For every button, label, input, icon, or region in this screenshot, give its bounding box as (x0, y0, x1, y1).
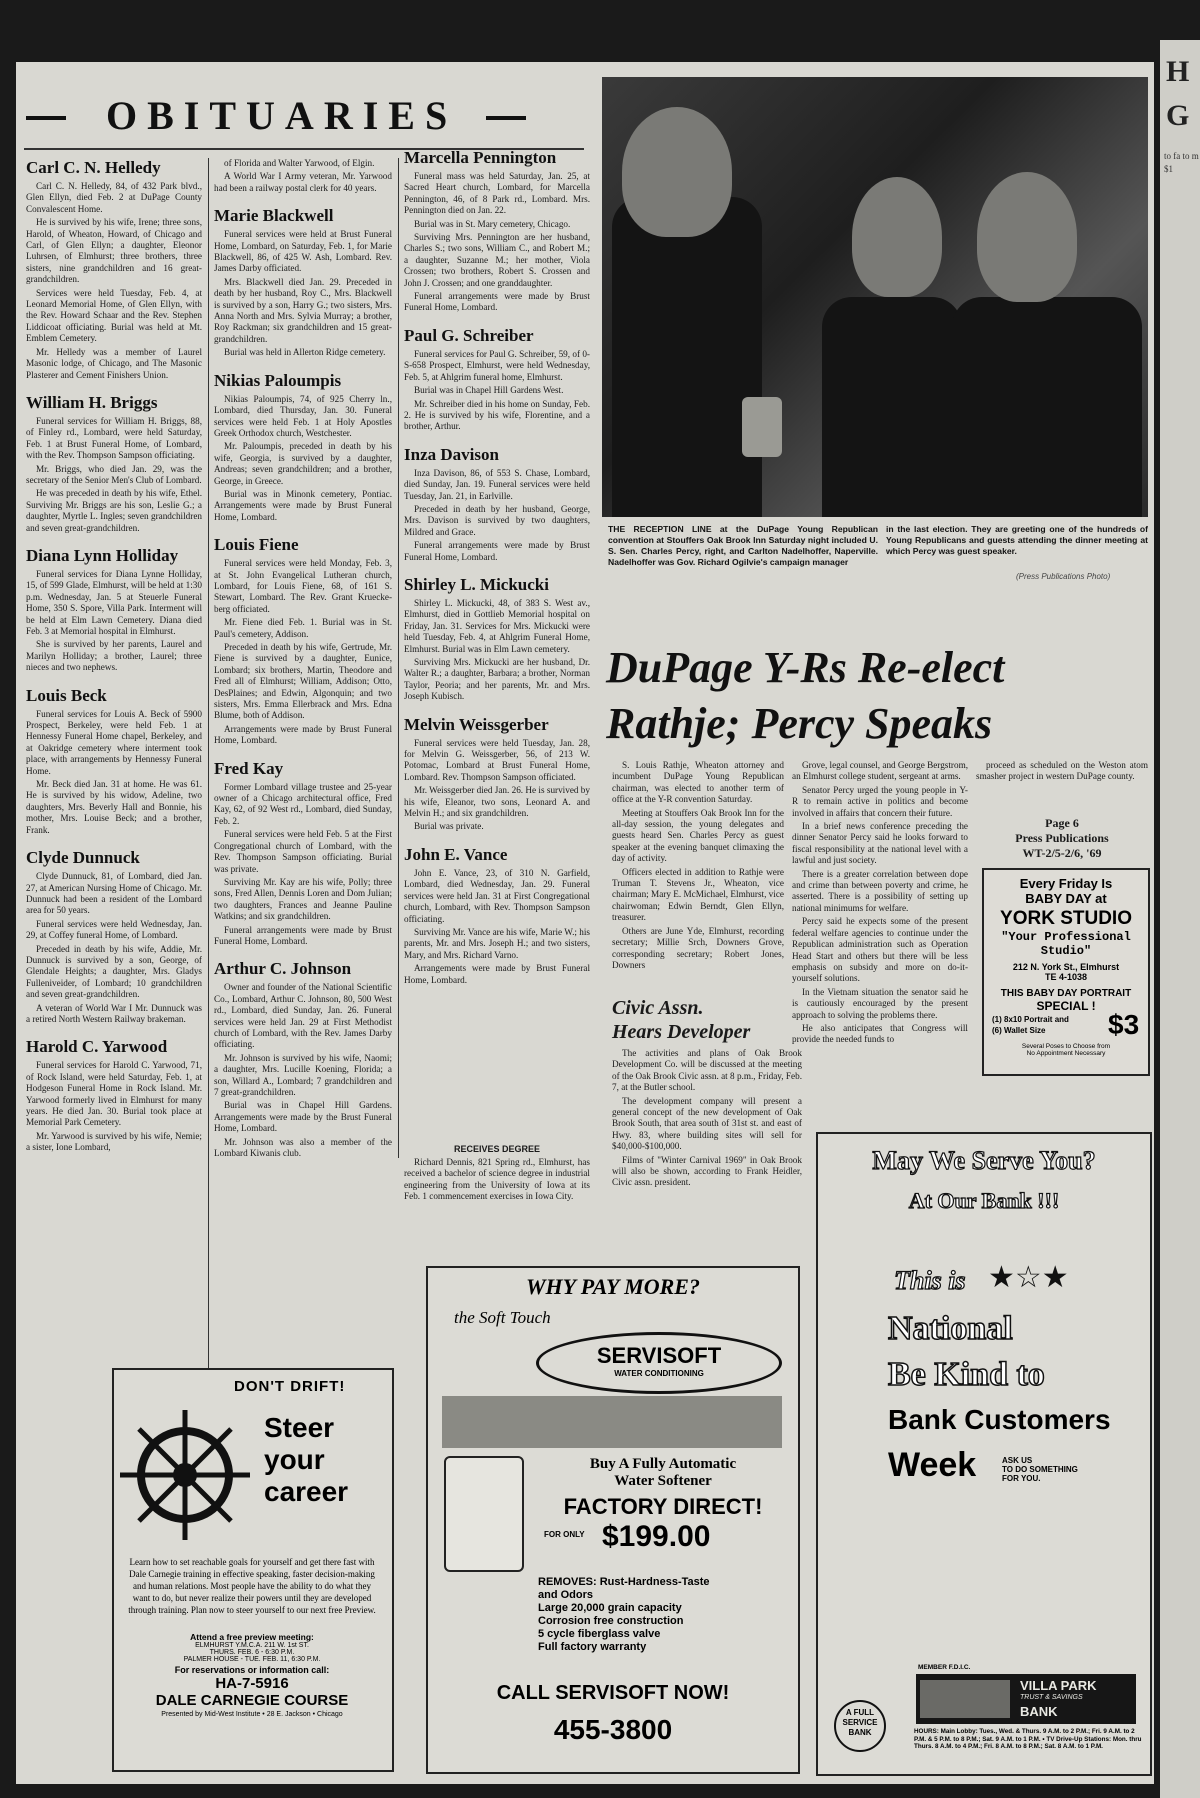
carnegie-body: Learn how to set reachable goals for yourself and get there fast with Dale Carnegie training in effective speaking, faster decision-making and human relations. Most people have the ability to do what they want to do, but never realize their powers until they are developed through training. Plan now to steer yourself to our next free Preview. (128, 1557, 376, 1615)
obituary-paragraph: Preceded in death by his wife, Gertrude, Mr. Fiene is survived by a daughter, Eunice, Lombard; six brothers, Martin, Theodore and Fred all of Elmhurst; William, Addison; Otto, DesPlaines; and Edwin, Algonquin; and two sisters, Mrs. Emma Ellerbrack and Mrs. Edna Blume, both of Addison. (214, 642, 392, 721)
story-paragraph: Grove, legal counsel, and George Bergstrom, an Elmhurst college student, sergeant at arms. (792, 760, 969, 782)
bank-ask-3: FOR YOU. (1002, 1474, 1041, 1483)
obituary-name: Louis Fiene (214, 535, 299, 555)
edge-fragments: to fa to m $1 (1164, 151, 1199, 174)
servisoft-features (538, 1576, 788, 1654)
story-paragraph: The development company will present a general concept of the new development of Oak Brook South, that area south of 31st st. and east of Hwy. 83, where building sites will sell for $40,000-$100,000. (612, 1095, 802, 1152)
photo-figure (852, 177, 942, 297)
obituary-entry (214, 759, 392, 948)
story-headline (606, 640, 1146, 752)
bank-name-2: TRUST & SAVINGS (1020, 1694, 1083, 1701)
bank-line-3: This is (894, 1266, 966, 1295)
story-paragraph: Meeting at Stouffers Oak Brook Inn for the all-day session, the young delegates and guests heard Sen. Charles Percy as guest speaker at the evening banquet climaxing the day of activity. (612, 807, 784, 864)
obituary-column-3 (404, 148, 590, 998)
obituary-name: Marie Blackwell (214, 206, 334, 226)
obituary-paragraph: He is survived by his wife, Irene; three sons, Harold, of Wheaton, Howard, of Chicago and Carl, of Glen Ellyn; a daughter, Eleonor Luhrsen, of Elmhurst; three brothers, three sisters, nine grandchildren and 16 great-grandchildren. (26, 217, 202, 285)
servisoft-sub: WATER CONDITIONING (614, 1369, 704, 1378)
carnegie-big-text (264, 1412, 348, 1508)
masthead-bar-left (26, 116, 66, 120)
bank-line-1: May We Serve You? (872, 1146, 1096, 1175)
servisoft-building-photo (442, 1396, 782, 1448)
obituary-paragraph: Funeral services were held Wednesday, Jan. 29, at Coffey funeral Home, of Lombard. (26, 918, 202, 941)
bank-hours: HOURS: Main Lobby: Tues., Wed. & Thurs. 9 A.M. to 2 P.M.; Fri. 9 A.M. to 2 P.M. & 5 P.M. to 8 P.M.; Sat. 9 A.M. to 1 P.M. • TV Drive-Up Stations: Mon. thru Thurs. 8 A.M. to 4 P.M.; Fri. 8 A.M. to 8 P.M.; Sat. 8 A.M. to 1 P.M. (914, 1728, 1142, 1751)
obituary-paragraph: Funeral services for Paul G. Schreiber, 59, of 0-S-658 Prospect, Elmhurst, were held Wednesday, Feb. 5, at Ahlgrim funeral home, Elmhurst. (404, 348, 590, 382)
degree-heading: RECEIVES DEGREE (453, 1144, 541, 1154)
servisoft-heading: WHY PAY MORE? (526, 1274, 700, 1299)
obituary-entry (214, 158, 392, 194)
story-paragraph: There is a greater correlation between dope and crime than between poverty and crime, he asserted. There is a possibility of setting up national minimums for welfare. (792, 868, 968, 913)
servisoft-for-only: FOR ONLY (544, 1530, 585, 1539)
obituary-name: Harold C. Yarwood (26, 1037, 168, 1057)
servisoft-buy-1: Buy A Fully Automatic (589, 1456, 737, 1472)
obituary-paragraph: Carl C. N. Helledy, 84, of 432 Park blvd., Glen Ellyn, died Feb. 2 at DuPage County Convalescent Home. (26, 181, 202, 214)
servisoft-feature: and Odors (538, 1589, 594, 1601)
obituary-paragraph: A World War I Army veteran, Mr. Yarwood had been a railway postal clerk for 40 years. (214, 171, 392, 193)
obituary-paragraph: Mr. Briggs, who died Jan. 29, was the secretary of the Senior Men's Club of Lombard. (26, 463, 202, 485)
obituary-paragraph: Funeral services for Louis A. Beck of 5900 Prospect, Berkeley, were held Feb. 1 at Hennessy Funeral Home chapel, Berkeley, and at Oakridge cemetery where interment took place, with arrangements by Hennessy Funeral Home. (26, 708, 202, 776)
servisoft-buy-2: Water Softener (614, 1473, 712, 1489)
obituaries-masthead (26, 92, 526, 142)
obituary-paragraph: John E. Vance, 23, of 310 N. Garfield, Lombard, died Wednesday, Jan. 29. Funeral services were held Jan. 31 at First Congregational church, Lombard, with Rev. Thompson Sampson officiating. (404, 867, 590, 924)
obituary-name: Clyde Dunnuck (26, 848, 140, 868)
obituary-paragraph: Funeral services for Harold C. Yarwood, 71, of Rock Island, were held Saturday, Feb. 1, at Hodgeson Funeral Home in Rock Island. Mr. Yarwood formerly lived in Elmhurst for many years. He died Jan. 30. Burial took place at Memorial Park Cemetery. (26, 1060, 202, 1128)
obituary-paragraph: Burial was in Chapel Hill Gardens. Arrangements were made by the Brust Funeral Home, Lombard. (214, 1100, 392, 1134)
column-rule (398, 158, 399, 1158)
obituary-name: Shirley L. Mickucki (404, 574, 549, 594)
story-paragraph: Films of "Winter Carnival 1969" in Oak Brook will also be shown, according to Frank Heidler, Civic assn. president. (612, 1154, 802, 1188)
carnegie-heading: DON'T DRIFT! (234, 1378, 346, 1395)
servisoft-phone: 455-3800 (553, 1714, 673, 1745)
york-line-2: BABY DAY at (1025, 891, 1107, 906)
photo-credit: (Press Publications Photo) (1016, 572, 1111, 581)
york-studio-ad (982, 868, 1150, 1076)
obituary-paragraph: Mr. Beck died Jan. 31 at home. He was 61. He is survived by his widow, Adeline, two daughters, Mrs. Beverly Hall and Bonnie, his mother, Mrs. Louise Beck; and a brother, Frank. (26, 779, 202, 835)
obituary-paragraph: Nikias Paloumpis, 74, of 925 Cherry ln., Lombard, died Thursday, Jan. 30. Funeral services were held Feb. 1 at Holy Apostles Greek Orthodox church, Westchester. (214, 393, 392, 438)
obituary-entry (404, 715, 590, 833)
column-rule (208, 158, 209, 1368)
obituary-entry (214, 371, 392, 523)
obituary-entry (26, 158, 202, 381)
obituary-paragraph: Preceded in death by his wife, Addie, Mr. Dunnuck is survived by a son, George, of Glendale Heights; a daughter, Mrs. Gladys Fulleniveider, of Lombard; 10 grandchildren and seven great-grandchildren. (26, 943, 202, 1000)
obituary-paragraph: Mr. Fiene died Feb. 1. Burial was in St. Paul's cemetery, Addison. (214, 617, 392, 639)
obituary-column-2 (214, 158, 392, 1171)
bank-line-2: At Our Bank !!! (908, 1188, 1060, 1213)
obituary-paragraph: Surviving Mrs. Mickucki are her husband, Dr. Walter R.; a daughter, Barbara; a brother, Norman Taylor, Peoria; and her parents, Mr. and Mrs. Joseph Kubisch. (404, 657, 590, 702)
bank-ask-2: TO DO SOMETHING (1002, 1465, 1078, 1474)
obituary-paragraph: Surviving Mrs. Pennington are her husband, Charles S.; two sons, William C., and Robert M.; a daughter, Suzanne M.; her mother, Viola Crossen; two brothers, Robert S. Crossen and John J. Crossen; and one granddaughter. (404, 232, 590, 288)
bank-line-4: National (888, 1310, 1013, 1347)
obituary-entry (26, 393, 202, 534)
obituary-paragraph: Preceded in death by her husband, George, Mrs. Davison is survived by two daughters, Mildred and Grace. (404, 503, 590, 537)
obituary-paragraph: Funeral mass was held Saturday, Jan. 25, at Sacred Heart church, Lombard, for Marcella Pennington, 46, of 8 Park rd., Lombard. Mrs. Pennington died on Jan. 22. (404, 171, 590, 216)
obituary-paragraph: Surviving Mr. Kay are his wife, Polly; three sons, Fred Allen, Dennis Loren and Dom Julian; two daughters, Frances and Jeanne Pauline Watkins; and six grandchildren. (214, 876, 392, 922)
story-paragraph: Senator Percy urged the young people in Y-R to remain active in politics and become involved in affairs that concern their future. (792, 784, 968, 818)
headline-line-1: DuPage Y-Rs Re-elect (606, 643, 1005, 692)
obituary-paragraph: Funeral services were held at Brust Funeral Home, Lombard, on Saturday, Feb. 1, for Marie Blackwell, 86, of 425 W. Ash, Lombard. Rev. James Darby officiated. (214, 229, 392, 274)
obituary-paragraph: Inza Davison, 86, of 553 S. Chase, Lombard, died Sunday, Jan. 19. Funeral services were held Tuesday, Jan. 21, in Earlville. (404, 467, 590, 501)
story-column-2 (792, 760, 968, 1048)
reception-line-photo (602, 77, 1148, 517)
servisoft-feature: REMOVES: Rust-Hardness-Taste (538, 1576, 710, 1588)
bank-ad (816, 1132, 1152, 1776)
water-softener-image (444, 1456, 524, 1572)
story-paragraph: S. Louis Rathje, Wheaton attorney and incumbent DuPage Young Republican chairman, was elected to another term of office at the Y-R convention Saturday. (612, 760, 784, 805)
story-paragraph: In the Vietnam situation the senator said he is cautiously encouraged by the present approach to solving the problems there. (792, 986, 968, 1020)
photo-glass (742, 397, 782, 457)
obituary-paragraph: Funeral arrangements were made by Brust Funeral Home, Lombard. (214, 924, 392, 946)
carnegie-attend: Attend a free preview meeting: (190, 1632, 314, 1642)
story-paragraph: The activities and plans of Oak Brook Development Co. will be discussed at the meeting of the Oak Brook Civic assn. at 8 p.m., Friday, Feb. 7, at the Butler school. (612, 1048, 802, 1093)
servisoft-price: $199.00 (602, 1520, 711, 1553)
carnegie-reservations: For reservations or information call: (174, 1665, 330, 1675)
bank-ask-1: ASK US (1002, 1456, 1033, 1465)
servisoft-feature: Corrosion free construction (538, 1615, 684, 1627)
story-paragraph: Percy said he expects some of the present federal welfare agencies to continue under the Republican administration such as Operation Head Start and others but there will be less emphasis on subsidy and more on do-it-yourself solutions. (792, 916, 968, 984)
york-special-1: THIS BABY DAY PORTRAIT (1000, 988, 1132, 999)
obituary-paragraph: Mr. Yarwood is survived by his wife, Nemie; a sister, Ione Lombard, (26, 1130, 202, 1153)
obituary-paragraph: He was preceded in death by his wife, Ethel. Surviving Mr. Briggs are his son, Leslie G.; a daughter, Myrtle L. Ingles; seven grandchildren and seven great-grandchildren. (26, 488, 202, 533)
obituary-entry (26, 1037, 202, 1153)
obituary-paragraph: Burial was in St. Mary cemetery, Chicago. (414, 218, 571, 229)
story-paragraph: Officers elected in addition to Rathje were Truman T. Stevens Jr., Wheaton, vice chairman; Mary E. McMichael, Elmhurst, vice chairwoman; Edwin Berndt, Glen Ellyn, treasurer. (612, 866, 784, 923)
servisoft-offer (538, 1456, 788, 1560)
york-line-1: Every Friday Is (1019, 876, 1113, 891)
obituary-paragraph: Funeral services for William H. Briggs, 88, of Finley rd., Lombard, were held Saturday, Feb. 1 at Brust Funeral Home, of Lombard, with the Rev. Thompson Sampson officiating. (26, 415, 202, 461)
obituary-name: Arthur C. Johnson (214, 959, 352, 979)
carnegie-location-3: PALMER HOUSE - TUE. FEB. 11, 6:30 P.M. (183, 1656, 321, 1663)
york-line-4: "Your Professional (1001, 930, 1131, 944)
bank-full-service-seal: A FULL SERVICE BANK (834, 1700, 886, 1752)
photo-figure (822, 297, 962, 517)
obituary-paragraph: Funeral arrangements were made by Brust Funeral Home, Lombard. (404, 540, 590, 562)
obituary-paragraph: Mrs. Blackwell died Jan. 29. Preceded in death by her husband, Roy C., Mrs. Blackwell is survived by a son, Harry G.; two sisters, Mrs. Anna North and Mrs. Sylvia Murray; a brother, Roy Rackman; six grandchildren and 15 great-grandchildren. (214, 276, 392, 344)
obituary-paragraph: Funeral arrangements were made by Brust Funeral Home, Lombard. (404, 291, 590, 313)
story-column-3 (976, 760, 1148, 785)
servisoft-script: the Soft Touch (454, 1308, 551, 1327)
servisoft-feature: 5 cycle fiberglass valve (538, 1628, 661, 1640)
obituary-entry (214, 959, 392, 1159)
obituary-entry (404, 326, 590, 433)
obituary-paragraph: Mr. Schreiber died in his home on Sunday, Feb. 2. He is survived by his wife, Florentine, and a brother, Arthur. (404, 398, 590, 432)
ship-wheel-icon (120, 1400, 250, 1550)
obituary-paragraph: Funeral services for Diana Lynne Holliday, 15, of 599 Glade, Elmhurst, will be held at 1:30 p.m. Wednesday, Jan. 5 at Steuerle Funeral Home, 350 S. Spore, Villa Park. Interment will be held at Elm Lawn Cemetery. Diana died Feb. 3 at Memorial hospital in Elmhurst. (26, 568, 202, 636)
obituary-paragraph: Funeral services were held Tuesday, Jan. 28, for Melvin G. Weissgerber, 56, of 213 W. Potomac, Lombard at Brust Funeral Home, Lombard. Rev. Thompson Sampson officiated. (404, 737, 590, 782)
photo-caption-right: in the last election. They are greeting one of the hundreds of Young Republicans and guests attending the dinner meeting at which Percy was guest speaker. (886, 524, 1148, 556)
story-paragraph: He also anticipates that Congress will provide the needed funds to (792, 1022, 968, 1045)
york-line-5: Studio" (1040, 944, 1092, 958)
carnegie-location-1: ELMHURST Y.M.C.A. 211 W. 1st ST. (195, 1642, 309, 1649)
obituary-entry (404, 575, 590, 703)
obituary-entry (26, 686, 202, 836)
civic-head-1: Civic Assn. (612, 997, 704, 1019)
obituary-name: Melvin Weissgerber (404, 714, 549, 734)
obituary-paragraph: She is survived by her parents, Laurel and Marilyn Holliday; a brother, Laurel; three nieces and two nephews. (26, 639, 202, 673)
obituary-entry (404, 845, 590, 986)
york-special-2: SPECIAL ! (1036, 999, 1096, 1013)
bank-line-5: Be Kind to (888, 1356, 1045, 1393)
obituary-name: Fred Kay (214, 758, 284, 778)
masthead-bar-right (486, 116, 526, 120)
bank-name-1: VILLA PARK (1020, 1678, 1097, 1693)
photo-figure (952, 297, 1142, 517)
servisoft-ad (426, 1266, 800, 1774)
edge-letters: H G (1166, 55, 1190, 132)
york-phone: TE 4-1038 (1044, 972, 1088, 982)
obituary-paragraph: Mr. Johnson is survived by his wife, Naomi; a daughter, Mrs. Lucille Koening, Florida; a son, Willard A., Lombard; 7 grandchildren and 7 great-grandchildren. (214, 1052, 392, 1097)
obituary-paragraph: Clyde Dunnuck, 81, of Lombard, died Jan. 27, at American Nursing Home of Chicago. Mr. Dunnuck had been a resident of the Lombard area for 50 years. (26, 871, 202, 916)
carnegie-steer: Steer (264, 1412, 335, 1443)
servisoft-factory: FACTORY DIRECT! (563, 1494, 763, 1519)
obituary-name: William H. Briggs (26, 392, 158, 412)
story-paragraph: In a brief news conference preceding the dinner Senator Percy said he looks forward to fiscal responsibility at the national level with a lawful and just society. (792, 821, 968, 866)
obituary-entry (214, 206, 392, 358)
servisoft-feature: Large 20,000 grain capacity (538, 1602, 682, 1614)
story-paragraph: Others are June Yde, Elmhurst, recording secretary; Millie Srch, Downers Grove, corresponding secretary; Robert Jones, Downers (612, 925, 784, 970)
obituary-paragraph: Burial was in Minonk cemetery, Pontiac. Arrangements were made by Brust Funeral Home, Lombard. (214, 488, 392, 522)
headline-line-2: Rathje; Percy Speaks (606, 699, 993, 748)
bank-line-7: Week (888, 1446, 977, 1484)
bank-member: MEMBER F.D.I.C. (918, 1664, 971, 1671)
carnegie-ad (112, 1368, 394, 1772)
stars-icon: ★☆★ (988, 1260, 1069, 1295)
york-item-2: (6) Wallet Size (992, 1026, 1046, 1035)
newspaper-page (16, 62, 1154, 1784)
servisoft-brand: SERVISOFT (596, 1343, 722, 1368)
bank-building-image (920, 1680, 1010, 1718)
photo-figure (622, 107, 732, 237)
folio-page: Page 6 (1045, 816, 1079, 830)
obituary-name: Paul G. Schreiber (404, 325, 534, 345)
bank-ask (1002, 1456, 1078, 1483)
carnegie-location-2: THURS. FEB. 6 - 6:30 P.M. (209, 1649, 295, 1656)
obituary-paragraph: A veteran of World War I Mr. Dunnuck was a retired North Western Railway brakeman. (26, 1002, 202, 1024)
york-studio-name: YORK STUDIO (1000, 908, 1132, 929)
folio-publication: Press Publications (1015, 831, 1109, 845)
obituary-paragraph: Arrangements were made by Brust Funeral Home, Lombard. (404, 963, 590, 985)
obituary-entry (214, 535, 392, 747)
carnegie-phone: HA-7-5916 (215, 1675, 289, 1692)
degree-item (404, 1144, 590, 1205)
obituary-paragraph: Funeral services were held Feb. 5 at the First Congregational church of Lombard, with the Rev. Thompson Sampson officiating. Burial was private. (214, 829, 392, 874)
obituary-name: Marcella Pennington (404, 148, 557, 167)
carnegie-meeting-info (128, 1632, 376, 1718)
obituary-name: Diana Lynn Holliday (26, 545, 179, 565)
civic-story (612, 996, 802, 1191)
obituary-entry (26, 848, 202, 1025)
obituary-paragraph: Shirley L. Mickucki, 48, of 383 S. West av., Elmhurst, died in Gottlieb Memorial hospital on Friday, Jan. 31. Services for Mrs. Mickucki were held Tuesday, Feb. 4, at Ahlgrim Funeral Home, Elmhurst. Burial was in Elm Lawn cemetery. (404, 597, 590, 654)
story-column-1 (612, 760, 784, 973)
obituary-entry (404, 445, 590, 563)
photo-figure (977, 172, 1077, 302)
obituary-name: John E. Vance (404, 844, 508, 864)
bank-name-3: BANK (1020, 1704, 1058, 1719)
obituary-paragraph: Former Lombard village trustee and 25-year owner of a Chicago architectural office, Fred Kay, 62, of 92 West rd., Lombard, died Sunday, Feb. 2. (214, 781, 392, 826)
york-item-1: (1) 8x10 Portrait and (992, 1015, 1069, 1024)
obituary-paragraph: Burial was in Chapel Hill Gardens West. (414, 385, 564, 396)
obituary-paragraph: Mr. Paloumpis, preceded in death by his wife, Georgia, is survived by a daughter, Andreas; seven grandchildren; and a brother, George, in Greece. (214, 441, 392, 486)
photo-caption-left: THE RECEPTION LINE at the DuPage Young Republican convention at Stouffers Oak Brook Inn Saturday night included U. S. Sen. Charles Percy, right, and Carlton Nadelhoffer, Naperville. Nadelhoffer was Gov. Richard Ogilvie's campaign manager (608, 524, 878, 567)
obituary-paragraph: Mr. Weissgerber died Jan. 26. He is survived by his wife, Eleanor, two sons, Leonard A. and Melvin H.; and six grandchildren. (404, 785, 590, 819)
obituary-paragraph: Mr. Johnson was also a member of the Lombard Kiwanis club. (214, 1136, 392, 1159)
obituary-column-1 (26, 158, 202, 1166)
bank-name-block (916, 1674, 1136, 1724)
obituary-paragraph: Mr. Helledy was a member of Laurel Masonic lodge, of Chicago, and The Masonic Plasterer and Cement Finishers Union. (26, 346, 202, 380)
obituary-paragraph: Owner and founder of the National Scientific Co., Lombard, Arthur C. Johnson, 80, 500 West rd., Lombard, died Sunday, Jan. 26. Funeral services were held Jan. 29 at First Methodist church of Lombard, with the Rev. James Darby officiating. (214, 982, 392, 1050)
bank-line-6: Bank Customers (888, 1404, 1111, 1435)
obituary-paragraph: Burial was held in Allerton Ridge cemetery. (224, 347, 386, 358)
obituary-paragraph: Burial was private. (414, 821, 484, 832)
adjacent-page-edge (1160, 40, 1200, 1798)
obituary-name: Carl C. N. Helledy (26, 158, 161, 177)
obituary-entry (26, 546, 202, 674)
carnegie-presented-by: Presented by Mid-West Institute • 28 E. Jackson • Chicago (161, 1711, 343, 1718)
york-note-2: No Appointment Necessary (1026, 1050, 1106, 1057)
servisoft-logo (536, 1332, 782, 1394)
carnegie-course: DALE CARNEGIE COURSE (155, 1692, 349, 1709)
obituary-paragraph: Arrangements were made by Brust Funeral Home, Lombard. (214, 723, 392, 746)
obituary-paragraph: of Florida and Walter Yarwood, of Elgin. (224, 158, 375, 168)
obituary-name: Inza Davison (404, 444, 499, 464)
servisoft-call: CALL SERVISOFT NOW! (496, 1682, 730, 1704)
degree-text: Richard Dennis, 821 Spring rd., Elmhurst, has received a bachelor of science degree in industrial engineering from the University of Iowa at its Feb. 1 commencement exercises in Iowa City. (404, 1157, 590, 1202)
obituary-paragraph: Services were held Tuesday, Feb. 4, at Leonard Memorial Home, of Glen Ellyn, with the Rev. Howard Schaar and the Rev. Stephen Liddicoat officiating. Burial was held at Mt. Emblem Cemetery. (26, 287, 202, 344)
york-address: 212 N. York St., Elmhurst (1012, 962, 1120, 972)
servisoft-feature: Full factory warranty (538, 1641, 647, 1653)
civic-head-2: Hears Developer (612, 1021, 751, 1043)
story-paragraph: proceed as scheduled on the Weston atom smasher project in western DuPage county. (976, 760, 1148, 782)
obituary-name: Nikias Paloumpis (214, 370, 342, 390)
carnegie-career: career (264, 1476, 349, 1507)
obituary-paragraph: Funeral services were held Monday, Feb. 3, at St. John Evangelical Lutheran church, Lombard, for Louis Fiene, 68, of 161 S. Stewart, Lombard. The Rev. Grant Kruecke-berg officiated. (214, 558, 392, 614)
folio-code: WT-2/5-2/6, '69 (1022, 846, 1102, 860)
carnegie-your: your (264, 1444, 325, 1475)
obituary-name: Louis Beck (26, 685, 107, 705)
york-price: $3 (1108, 1009, 1140, 1040)
page-folio (976, 816, 1148, 861)
obituary-paragraph: Surviving Mr. Vance are his wife, Marie W.; his parents, Mr. and Mrs. Joseph H.; and two sisters, Mary, and Mrs. Richard Varno. (404, 926, 590, 960)
photo-figure (612, 197, 762, 517)
masthead-title: OBITUARIES (106, 93, 458, 138)
york-note-1: Several Poses to Choose from (1021, 1043, 1111, 1050)
obituary-entry (404, 148, 590, 314)
